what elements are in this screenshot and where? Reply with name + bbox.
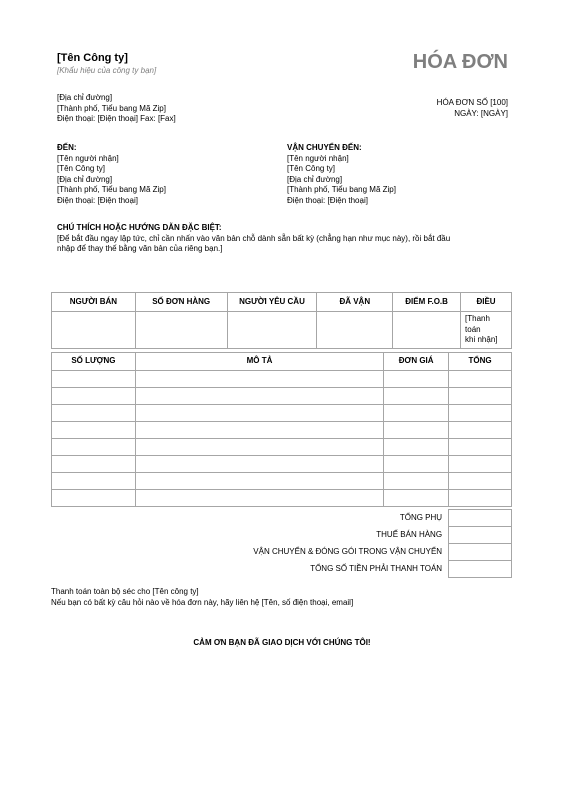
bill-to-line: Điện thoại: [Điện thoại]: [57, 195, 138, 205]
sales-tax-value[interactable]: [449, 527, 512, 544]
line-items-table: [51, 352, 512, 507]
cell-order-number[interactable]: [135, 312, 227, 349]
cell-fob-point[interactable]: [393, 312, 461, 349]
bill-to-line: [Tên Công ty]: [57, 164, 106, 173]
cell-shipped[interactable]: [317, 312, 393, 349]
total-due-value[interactable]: [449, 561, 512, 578]
sales-tax-label: THUẾ BÁN HÀNG: [376, 529, 443, 539]
ship-to-heading: VẬN CHUYỂN ĐẾN:: [287, 143, 362, 152]
shipping-value[interactable]: [449, 544, 512, 561]
terms-line: [Thanh toán: [465, 314, 490, 334]
subtotal-label: TỔNG PHỤ: [399, 512, 443, 522]
ship-to-line: [Tên người nhận]: [287, 153, 349, 163]
header-requester: NGƯỜI YÊU CẦU: [227, 293, 317, 312]
bill-to-block: [57, 143, 166, 206]
header-shipped: ĐÃ VẬN: [317, 293, 393, 312]
invoice-meta: [437, 98, 508, 119]
header-terms: ĐIỀU: [461, 293, 512, 312]
table-row: [52, 371, 512, 388]
table-row: [52, 473, 512, 490]
order-info-table: [51, 292, 512, 349]
ship-to-line: [Địa chỉ đường]: [287, 174, 343, 184]
table-row: [52, 388, 512, 405]
notes-line: nhập để thay thế bằng văn bản của riêng bạn.]: [57, 244, 223, 253]
table-row: [52, 490, 512, 507]
table-row: [52, 405, 512, 422]
special-notes: [57, 223, 507, 255]
cell-requester[interactable]: [227, 312, 317, 349]
ship-to-block: [287, 143, 396, 206]
questions-line: Nếu bạn có bất kỳ câu hỏi nào về hóa đơn này, hãy liên hệ [Tên, số điện thoại, email]: [51, 597, 354, 607]
address-line: [Thành phố, Tiểu bang Mã Zip]: [57, 103, 166, 113]
subtotal-value[interactable]: [449, 510, 512, 527]
payable-line: Thanh toán toàn bộ séc cho [Tên công ty]: [51, 587, 199, 596]
thank-you-message: CẢM ƠN BẠN ĐÃ GIAO DỊCH VỚI CHÚNG TÔI!: [193, 638, 371, 647]
header-order-number: SỐ ĐƠN HÀNG: [135, 293, 227, 312]
shipping-label: VẬN CHUYỂN & ĐÓNG GÓI TRONG VẬN CHUYỂN: [253, 546, 443, 556]
header-quantity: SỐ LƯỢNG: [52, 353, 136, 371]
header-salesperson: NGƯỜI BÁN: [52, 293, 136, 312]
cell-terms[interactable]: [461, 312, 512, 349]
bill-to-line: [Thành phố, Tiểu bang Mã Zip]: [57, 185, 166, 194]
cell-salesperson[interactable]: [52, 312, 136, 349]
bill-to-line: [Địa chỉ đường]: [57, 174, 113, 184]
header-unit-price: ĐƠN GIÁ: [384, 353, 449, 371]
address-line: [Địa chỉ đường]: [57, 93, 113, 102]
header-line-total: TỔNG: [449, 353, 512, 371]
ship-to-line: Điện thoại: [Điện thoại]: [287, 195, 368, 205]
table-row: [52, 439, 512, 456]
ship-to-line: [Tên Công ty]: [287, 164, 336, 173]
notes-line: [Để bắt đầu ngay lập tức, chỉ cần nhấn vào văn bản chỗ dành sẵn bất kỳ (chẳng hạn như mục này), rồi bắt đầu: [57, 233, 451, 243]
header-description: MÔ TẢ: [135, 353, 383, 371]
invoice-number: HÓA ĐƠN SỐ [100]: [436, 98, 508, 107]
invoice-title: HÓA ĐƠN: [412, 51, 508, 73]
header-fob-point: ĐIỂM F.O.B: [393, 293, 461, 312]
invoice-date: NGÀY: [NGÀY]: [454, 108, 508, 118]
company-slogan: [Khẩu hiệu của công ty bạn]: [57, 66, 157, 75]
totals-table: [51, 509, 512, 578]
payment-footer: [51, 587, 353, 608]
company-address: [57, 93, 176, 125]
total-due-label: TỔNG SỐ TIỀN PHẢI THANH TOÁN: [310, 563, 443, 573]
address-line: Điện thoại: [Điện thoại] Fax: [Fax]: [57, 114, 176, 123]
company-name: [Tên Công ty]: [57, 52, 128, 64]
table-row: [52, 456, 512, 473]
terms-line: khi nhận]: [465, 335, 498, 344]
bill-to-line: [Tên người nhận]: [57, 153, 119, 163]
notes-heading: CHÚ THÍCH HOẶC HƯỚNG DẪN ĐẶC BIỆT:: [57, 223, 222, 232]
bill-to-heading: ĐẾN:: [57, 143, 77, 152]
table-row: [52, 422, 512, 439]
ship-to-line: [Thành phố, Tiểu bang Mã Zip]: [287, 185, 396, 194]
